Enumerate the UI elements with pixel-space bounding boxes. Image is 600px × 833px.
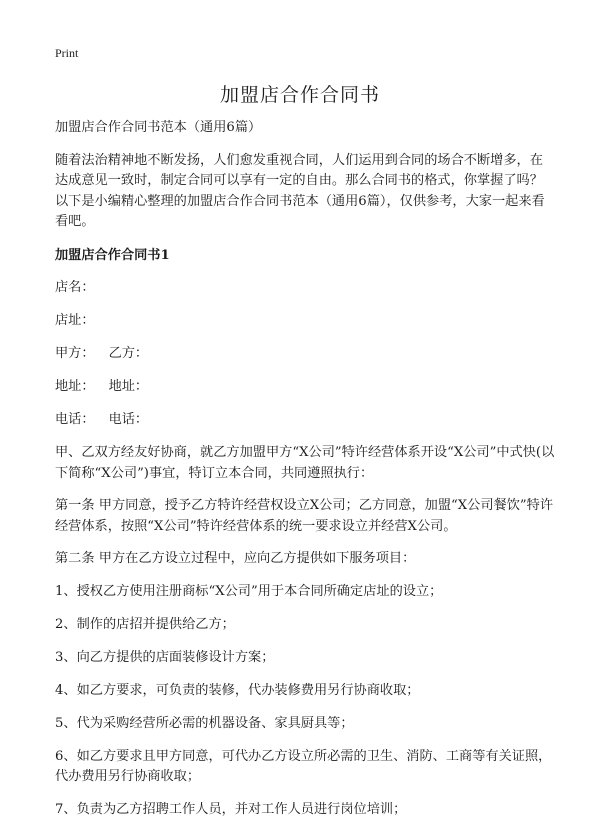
field-row-store-name bbox=[55, 278, 556, 299]
field-label-phone-a: 电话： bbox=[55, 412, 95, 427]
print-label: Print bbox=[55, 46, 79, 60]
document-title: 加盟店合作合同书 bbox=[219, 84, 380, 106]
intro-paragraph: 随着法治精神地不断发扬，人们愈发重视合同，人们运用到合同的场合不断增多，在达成意见一致时，制定合同可以享有一定的自由。那么合同书的格式，你掌握了吗？以下是小编精心整理的加盟店合作合同书范本（通用6篇），仅供参考，大家一起来看看吧。 bbox=[55, 152, 545, 229]
article-1: 第一条 甲方同意，授予乙方特许经营权设立X公司；乙方同意，加盟“X公司餐饮”特许经营体系，按照“X公司”特许经营体系的统一要求设立并经营X公司。 bbox=[55, 498, 554, 534]
field-label-address-a: 地址： bbox=[55, 379, 95, 394]
preamble-paragraph: 甲、乙双方经友好协商，就乙方加盟甲方“X公司”特许经营体系开设“X公司”中式快(以下简称“X公司”)事宜，特订立本合同，共同遵照执行： bbox=[55, 445, 555, 481]
list-item: 3、向乙方提供的店面装修设计方案； bbox=[55, 649, 275, 665]
document-body bbox=[55, 118, 556, 833]
list-item: 2、制作的店招并提供给乙方； bbox=[55, 616, 235, 632]
field-label-party-b: 乙方： bbox=[108, 346, 149, 361]
field-row-parties bbox=[55, 344, 556, 365]
field-label: 店名： bbox=[55, 280, 95, 295]
list-item: 1、授权乙方使用注册商标“X公司”用于本合同所确定店址的设立； bbox=[55, 583, 443, 599]
field-label-phone-b: 电话： bbox=[108, 412, 149, 427]
field-label-address-b: 地址： bbox=[108, 379, 149, 394]
list-item: 7、负责为乙方招聘工作人员，并对工作人员进行岗位培训； bbox=[55, 802, 407, 817]
field-row-phone bbox=[55, 410, 556, 431]
field-row-store-address bbox=[55, 311, 556, 332]
document-subtitle: 加盟店合作合同书范本（通用6篇） bbox=[55, 120, 262, 135]
list-item: 5、代为采购经营所必需的机器设备、家具厨具等； bbox=[55, 715, 354, 731]
field-label: 店址： bbox=[55, 313, 95, 328]
list-item: 6、如乙方要求且甲方同意，可代办乙方设立所必需的卫生、消防、工商等有关证照，代办费用另行协商收取； bbox=[55, 748, 552, 784]
list-item: 4、如乙方要求，可负责的装修，代办装修费用另行协商收取； bbox=[55, 682, 420, 698]
section-heading: 加盟店合作合同书1 bbox=[55, 247, 170, 263]
article-2: 第二条 甲方在乙方设立过程中，应向乙方提供如下服务项目： bbox=[55, 551, 416, 566]
field-label-party-a: 甲方： bbox=[55, 346, 95, 361]
field-row-address bbox=[55, 377, 556, 398]
